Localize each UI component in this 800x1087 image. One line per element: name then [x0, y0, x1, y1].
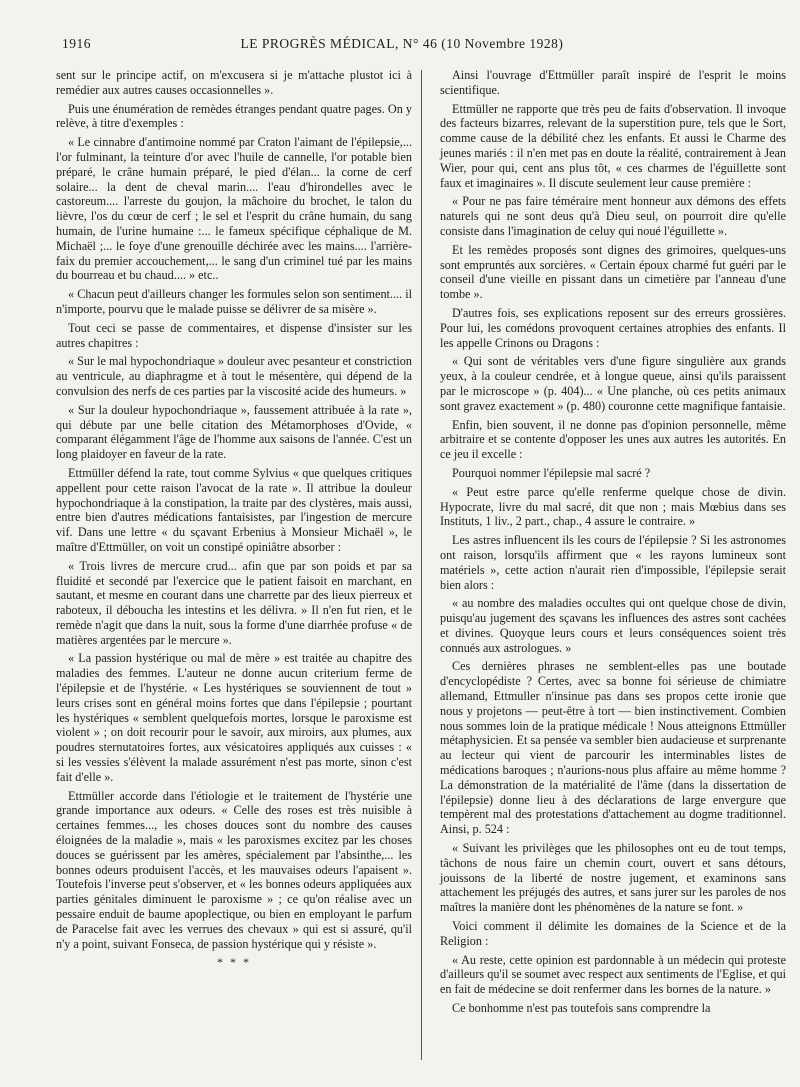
paragraph: « au nombre des maladies occultes qui ont quelque chose de divin, puisqu'au jugement des sçavans les influences des astres sont cachées et divines. Quoyque leurs cours et leurs conséquences soient très connués aux astrologues. » [440, 596, 786, 655]
paragraph: « Suivant les privilèges que les philosophes ont eu de tout temps, tâchons de nous faire un chemin court, ouvert et sans détours, jouissons de la liberté de nostre jugement, et examinons sans attachement les préjugés des autres, et sans jurer sur les paroles de nos maîtres la manière dont les phénomènes de la nature se font. » [440, 841, 786, 915]
paragraph: « Qui sont de véritables vers d'une figure singulière aux grands yeux, à la couleur cendrée, et à longue queue, ainsi qu'ils paraissent par le microscope » (p. 404)... « Une planche, où ces petits animaux sont gravez exactement » (p. 480) couronne cette magnifique fantaisie. [440, 354, 786, 413]
paragraph: « Sur le mal hypochondriaque » douleur avec pesanteur et constriction au ventricule, au diaphragme et à tout le mésentère, qui dépend de la convulsion des nerfs de ces parties par la viscosité acide des humeurs. » [56, 354, 412, 398]
right-column [440, 68, 786, 1016]
paragraph: Ces dernières phrases ne semblent-elles pas une boutade d'encyclopédiste ? Certes, avec sa bonne foi sérieuse de chimiatre allemand, Ettmuller n'insinue pas dans ses propos cette ironie que nous y projetons — peut-être à tort — bien instinctivement. Combien nous sommes loin de la pratique médicale ! Nous atteignons Ettmüller métaphysicien. Et sa pensée va sembler bien audacieuse et surprenante au lecteur qui vient de parcourir les interminables listes de médications baroques ; n'aurions-nous plus affaire au même homme ? La démonstration de la matérialité de l'âme (dans la dissertation de l'épilepsie) donne lieu à des déclarations de large envergure que tempèrent mal des protestations d'attachement au dogme traditionnel. Ainsi, p. 524 : [440, 659, 786, 837]
paragraph: Voici comment il délimite les domaines de la Science et de la Religion : [440, 919, 786, 948]
paragraph: Pourquoi nommer l'épilepsie mal sacré ? [452, 465, 651, 480]
section-separator: * * * [217, 955, 251, 970]
paragraph: « La passion hystérique ou mal de mère » est traitée au chapitre des maladies des femmes. L'auteur ne donne aucun criterium ferme de l'épilepsie et de l'hystérie. « Les hystériques se souviennent de tout » leurs crises sont en général moins fortes que dans l'épilepsie ; pourtant les hystériques « semblent quelquefois mortes, lorsque le paroxisme est violent » ; on doit recourir pour le savoir, aux miroirs, aux plumes, aux poudres sternutatoires fortes, aux vésicatoires appliqués aux cuisses : « si les vessies s'élèvent la malade assurément n'est pas morte, sinon c'est fait d'elle ». [56, 651, 412, 784]
left-column [56, 68, 412, 970]
paragraph: sent sur le principe actif, on m'excusera si je m'attache plustot ici à remédier aux autres causes occasionnelles ». [56, 68, 412, 97]
paragraph: « Au reste, cette opinion est pardonnable à un médecin qui proteste d'ailleurs qu'il se soumet avec respect aux sentiments de l'Eglise, et qui en fait de médecine se doit renfermer dans les bornes de la nature. » [440, 952, 786, 997]
paragraph: Ettmüller accorde dans l'étiologie et le traitement de l'hystérie une grande importance aux odeurs. « Celle des roses est très nuisible à certaines femmes..., les choses douces sont du nombre des causes éloignées de la maladie », mais « les paroxismes excitez par les choses douces se guérissent par les amères, spécialement par l'absinthe,... les bonnes odeurs produisent l'accès, et les mauvaises odeurs l'apaisent ». Toutefois l'inverse peut s'observer, et « les bonnes odeurs appliquées aux parties génitales diminuent le paroxisme » ; ce qu'on réalise avec un pessaire enduit de baume apoplectique, ou bien en employant le parfum de Paracelse fait avec les verrues des chevaux » qui est si assuré, qu'il n'y a point, suivant Fonseca, de passion hystérique qui y résiste ». [56, 788, 412, 951]
paragraph: « Trois livres de mercure crud... afin que par son poids et par sa fluidité et secondé par l'exercice que le patient faisoit en marchant, en sautant, et mesme en courant dans une charrette par des lieux pierreux et raboteux, il déboucha les intestins et les délivra. » Il n'en fut rien, et le remède n'agit que dans la nuit, sous la forme d'une diarrhée profuse « de matières argentées par le mercure ». [56, 558, 412, 647]
paragraph: Ettmüller ne rapporte que très peu de faits d'observation. Il invoque des facteurs bizarres, relevant de la superstition pure, tels que le Sort, comme cause de la débilité chez les enfants. Et aussi le Charme des jeunes mariés : il n'en met pas en doute la réalité, contrairement à Jean Wier, pour qui, cent ans plus tôt, « ces charmes de l'éguillette sont faux et imaginaires ». Il discute seulement leur cause première : [440, 101, 786, 190]
paragraph: Enfin, bien souvent, il ne donne pas d'opinion personnelle, même arbitraire et se contente d'opposer les unes aux autres les autorités. En ce jeu il excelle : [440, 417, 786, 462]
paragraph: « Peut estre parce qu'elle renferme quelque chose de divin. Hypocrate, livre du mal sacré, dit que non ; mais Mœbius dans ses Instituts, 1 liv., 2 part., chap., 4 assure le contraire. » [440, 484, 786, 529]
column-divider [421, 70, 422, 1060]
paragraph: D'autres fois, ses explications reposent sur des erreurs grossières. Pour lui, les comédons provoquent certaines atrophies des enfants. Il les appelle Crinons ou Dragons : [440, 305, 786, 350]
paragraph: « Chacun peut d'ailleurs changer les formules selon son sentiment.... il n'importe, pourvu que le malade puisse se délivrer de sa misère ». [56, 287, 412, 316]
paragraph: Puis une énumération de remèdes étranges pendant quatre pages. On y relève, à titre d'exemples : [56, 101, 412, 131]
paragraph: Ainsi l'ouvrage d'Ettmüller paraît inspiré de l'esprit le moins scientifique. [440, 68, 786, 97]
paragraph: Et les remèdes proposés sont dignes des grimoires, quelques-uns sont empruntés aux sorcières. « Certain époux charmé fut guéri par le conseil d'une vieille en pissant dans un cimetière par l'anneau d'une tombe ». [440, 242, 786, 302]
paragraph: Ce bonhomme n'est pas toutefois sans comprendre la [452, 1001, 711, 1016]
page-number: 1916 [62, 36, 91, 51]
paragraph: « Sur la douleur hypochondriaque », faussement attribuée à la rate », qui débute par une belle citation des Métamorphoses d'Ovide, « comparant élégamment l'âge de l'homme aux saisons de l'année. C'est un long plaidoyer en faveur de la rate. [56, 402, 412, 462]
paragraph: Ettmüller défend la rate, tout comme Sylvius « que quelques critiques appellent pour cette raison l'avocat de la rate ». Il attribue la douleur hypochondriaque à la constipation, la traite par des clystères, mais aussi, entre bien d'autres médications fantaisistes, par l'ingestion de mercure vif. Dans une lettre « du sçavant Erbenius à Monsieur Michaël », le maître d'Ettmüller, on voit un constipé opiniâtre absorber : [56, 465, 412, 554]
paragraph: Tout ceci se passe de commentaires, et dispense d'insister sur les autres chapitres : [56, 320, 412, 350]
paragraph: « Le cinnabre d'antimoine nommé par Craton l'aimant de l'épilepsie,... l'or fulminant, la teinture d'or avec l'huile de cannelle, l'or potable bien préparé, le crâne humain préparé, le pied d'élan... la corne de cerf solaire... la dent de cheval marin.... l'eau d'hirondelles avec le castoreum.... l'arreste du goujon, la mâchoire du brochet, le talon du lièvre, l'os du cœur de cerf ; le sel et l'esprit du crâne humain, du sang humain, de l'urine humaine :... le fameux spécifique céphalique de M. Michaël ;... le foye d'une grenouille déchirée avec les mains.... l'arrière-faix du premier accouchement,... le sang d'un criminel tué par les mains du bourreau et bu chaud.... » etc.. [56, 135, 412, 283]
paragraph: « Pour ne pas faire téméraire ment honneur aux démons des effets naturels qui ne sont deus qu'à Dieu seul, on pourroit dire qu'elle consiste dans l'imagination de celuy qui noué l'éguillette ». [440, 194, 786, 238]
paragraph: Les astres influencent ils les cours de l'épilepsie ? Si les astronomes ont raison, lorsqu'ils affirment que « les rayons lumineux sont matériels », cette action n'aurait rien d'impossible, l'épilepsie serait bien alors : [440, 533, 786, 592]
running-title: LE PROGRÈS MÉDICAL, N° 46 (10 Novembre 1928) [240, 36, 564, 51]
page-header [52, 36, 752, 56]
